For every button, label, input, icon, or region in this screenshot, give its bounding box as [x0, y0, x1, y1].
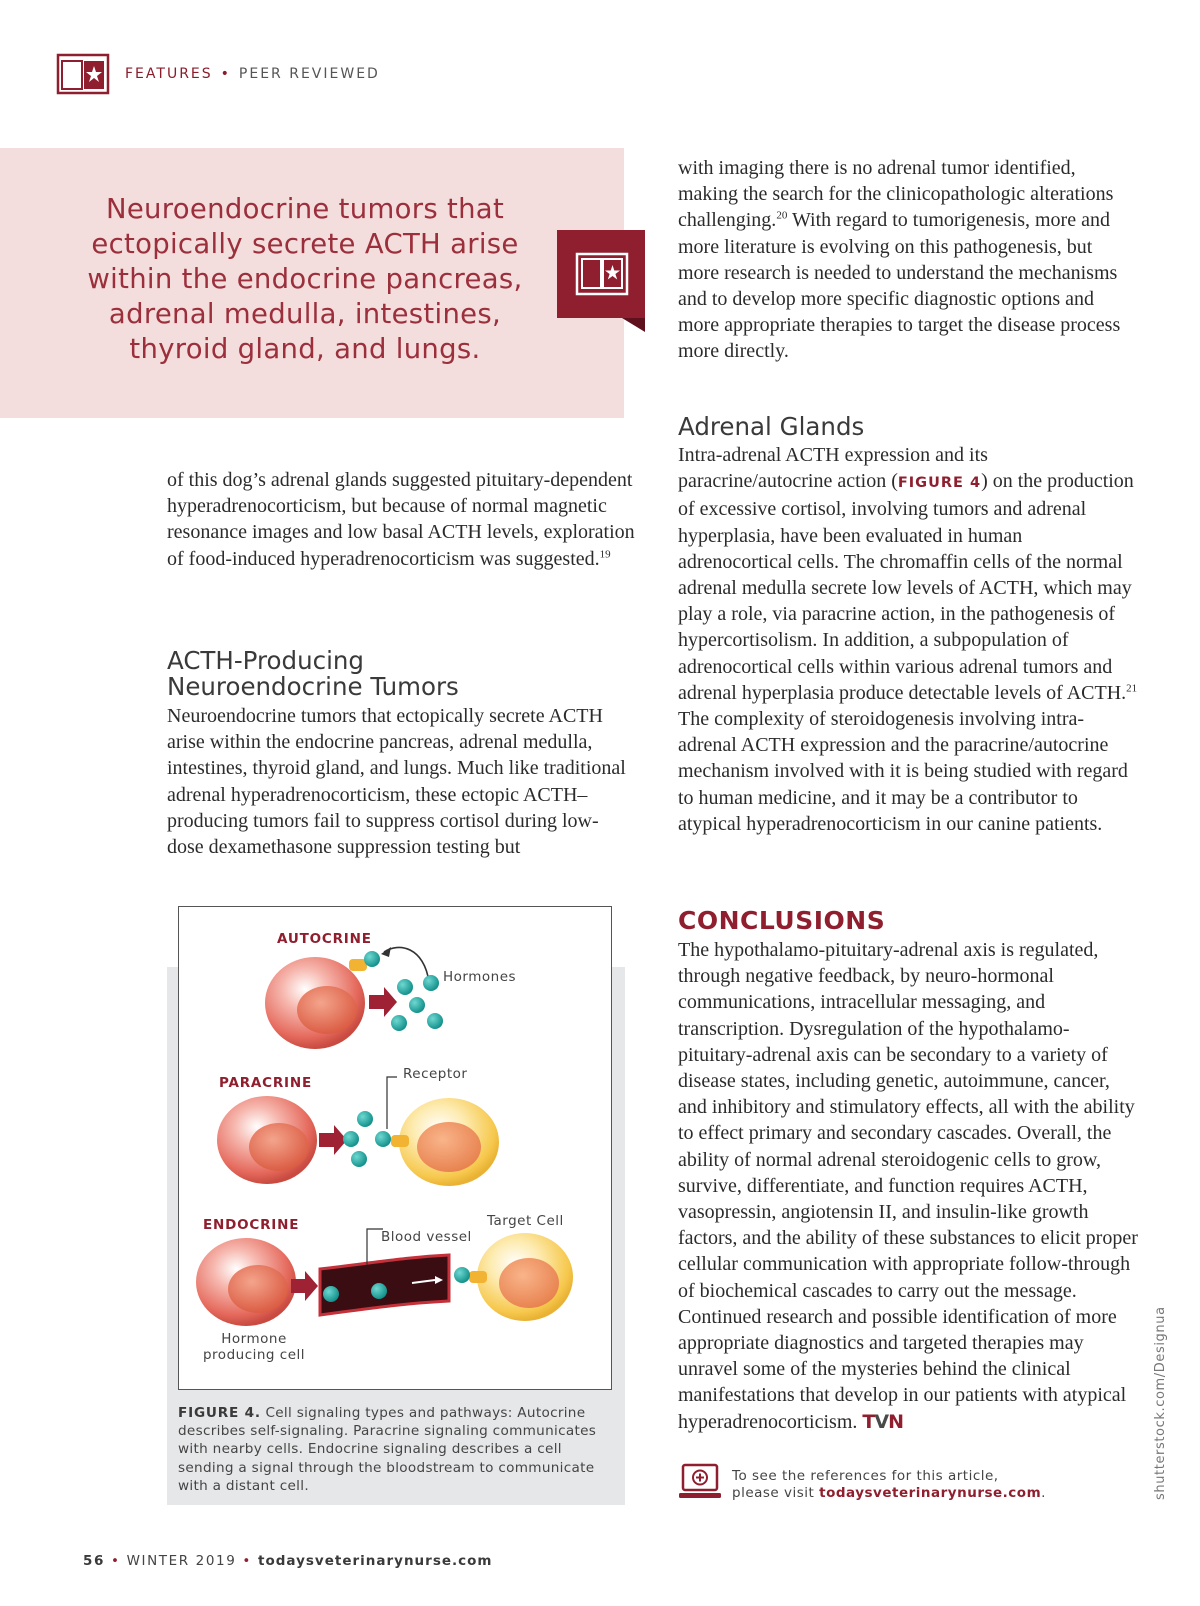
book-star-icon [56, 53, 110, 95]
autocrine-release-arrow [369, 987, 397, 1017]
autocrine-hormones [391, 975, 443, 1031]
footer-separator-2: • [242, 1553, 252, 1569]
conclusions-text: The hypothalamo-pituitary-adrenal axis is regulated, through negative feedback, by neuro-hormonal communications, intracellular messaging, and transcription. Dysregulation of the hypothalamo-pituitary-adrenal axis can be secondary to a variety of disease states, including genetic, autoimmune, cancer, and inhibitory and stimulatory effects, all with the ability to effect primary and secondary cascades. Overall, the ability of normal adrenal steroidogenic cells to grow, survive, differentiate, and function requires ACTH, vasopressin, angiotensin II, and insulin-like growth factors, and the ability of these substances to elicit proper cellular communication with appropriate follow-through of biochemical cascades to carry out the message. Continued research and possible identification of more appropriate diagnostics and targeted therapies may unravel some of the mysteries behind the clinical manifestations that develop in our patients with atypical hyperadrenocorticism. [678, 939, 1138, 1433]
footer-site-link[interactable]: todaysveterinarynurse.com [258, 1553, 493, 1569]
laptop-plus-icon [678, 1463, 722, 1501]
conclusions-paragraph [678, 937, 1138, 1435]
references-line1: To see the references for this article, [732, 1468, 999, 1484]
right-paragraph-2-text-c: The complexity of steroidogenesis involving intra-adrenal ACTH expression and the paracrine/autocrine mechanism involved with it is being studied with regard to human medicine, and it may be a contributor to atypical hyperadrenocorticism in our canine patients. [678, 708, 1128, 835]
pull-quote-text: Neuroendocrine tumors that ectopically secrete ACTH arise within the endocrine pancreas, adrenal medulla, intestines, thyroid gland, and lungs. [87, 193, 523, 365]
page-footer [83, 1553, 493, 1569]
subsection-label: PEER REVIEWED [238, 66, 380, 82]
right-paragraph-2-text-b: ) on the production of excessive cortisol, involving tumors and adrenal hyperplasia, have been evaluated in human adrenocortical cells. The chromaffin cells of the normal adrenal medulla secrete low levels of ACTH, which may play a role, via paracrine action, in the pathogenesis of hypercortisolism. In addition, a subpopulation of adrenocortical cells within various adrenal tumors and adrenal hyperplasia produce detectable levels of ACTH. [678, 470, 1134, 704]
paracrine-hormones [343, 1111, 373, 1167]
label-paracrine: PARACRINE [219, 1075, 312, 1091]
paracrine-source-cell [217, 1096, 317, 1184]
heading-conclusions: CONCLUSIONS [678, 906, 886, 935]
issue-label: WINTER 2019 [126, 1553, 237, 1569]
left-paragraph-2: Neuroendocrine tumors that ectopically secrete ACTH arise within the endocrine pancreas, adrenal medulla, intestines, thyroid gland, and lungs. Much like traditional adrenal hyperadrenocorticism, these ectopic ACTH–producing tumors fail to suppress cortisol during low-dose dexamethasone suppression testing but [167, 705, 626, 859]
tvn-n: N [888, 1410, 903, 1433]
right-paragraph-1 [678, 155, 1138, 365]
autocrine-receptor [349, 951, 380, 971]
references-link[interactable]: todaysveterinarynurse.com [819, 1484, 1042, 1501]
blood-vessel [320, 1255, 449, 1315]
figure-4-panel [178, 906, 612, 1390]
badge-fold [622, 318, 645, 332]
footer-separator-1: • [111, 1553, 121, 1569]
reference-19: 19 [599, 547, 611, 560]
tvn-v: V [874, 1410, 889, 1433]
label-target-cell: Target Cell [487, 1213, 564, 1229]
reference-21: 21 [1126, 682, 1138, 695]
pull-quote-badge [557, 230, 645, 318]
label-hormone-producing-cell [179, 1331, 329, 1363]
autocrine-arrowhead [381, 947, 391, 957]
heading-acth-line2: Neuroendocrine Tumors [167, 672, 459, 701]
paracrine-target-cell [399, 1098, 499, 1186]
label-hormones: Hormones [443, 969, 517, 985]
section-label: FEATURES [125, 66, 213, 82]
hormone-label-line2: producing cell [202, 1347, 306, 1363]
autocrine-feedback-arrow [384, 947, 429, 982]
label-receptor: Receptor [403, 1066, 468, 1082]
hormone-producing-cell [196, 1238, 296, 1326]
header-separator: • [220, 66, 231, 82]
left-paragraph-1 [167, 467, 637, 572]
left-paragraph-1-text: of this dog’s adrenal glands suggested pituitary-dependent hyperadrenocorticism, but because of normal magnetic resonance images and low basal ACTH levels, exploration of food-induced hyperadrenocorticism was suggested. [167, 469, 635, 570]
paracrine-release-arrow [319, 1125, 347, 1155]
endocrine-target-cell [477, 1233, 573, 1321]
tvn-t: T [862, 1410, 875, 1433]
references-suffix: . [1041, 1484, 1046, 1501]
label-endocrine: ENDOCRINE [203, 1217, 300, 1233]
page-number: 56 [83, 1553, 105, 1569]
label-autocrine: AUTOCRINE [277, 931, 372, 947]
cell-signaling-diagram [179, 907, 611, 1389]
figure-caption [178, 1404, 618, 1495]
reference-20: 20 [776, 209, 788, 222]
receptor-leader-line [387, 1077, 397, 1129]
figure-caption-label: FIGURE 4. [178, 1405, 261, 1421]
heading-acth-tumors [167, 648, 637, 700]
book-star-icon [557, 230, 645, 318]
right-paragraph-2-text-a: Intra-adrenal ACTH expression and its paracrine/autocrine action ( [678, 444, 988, 493]
hormone-label-line1: Hormone [221, 1331, 287, 1347]
right-paragraph-1-text-b: With regard to tumorigenesis, more and more literature is evolving on this pathogenesis, but more research is needed to understand the mechanisms and to develop more specific diagnostic options and more appropriate therapies to target the disease process more directly. [678, 209, 1121, 363]
label-blood-vessel: Blood vessel [381, 1229, 472, 1245]
heading-acth-line1: ACTH-Producing [167, 646, 364, 675]
section-header [125, 66, 380, 82]
autocrine-cell [265, 957, 365, 1049]
references-prefix: please visit [732, 1484, 820, 1501]
references-line2 [732, 1485, 1092, 1502]
figure-caption-text: Cell signaling types and pathways: Autocrine describes self-signaling. Paracrine signaling communicates with nearby cells. Endocrine signaling describes a cell sending a signal through the bloodstream to communicate with a distant cell. [178, 1405, 597, 1494]
heading-adrenal-glands: Adrenal Glands [678, 412, 865, 441]
image-credit: shutterstock.com/Designua [1153, 1306, 1168, 1500]
references-note [732, 1468, 1092, 1501]
right-paragraph-1-text-a: with imaging there is no adrenal tumor identified, making the search for the clinicopathologic alterations challenging. [678, 157, 1114, 232]
figure-4-reference: FIGURE 4 [897, 475, 982, 492]
tvn-end-mark [862, 1411, 903, 1433]
right-paragraph-2 [678, 442, 1138, 837]
